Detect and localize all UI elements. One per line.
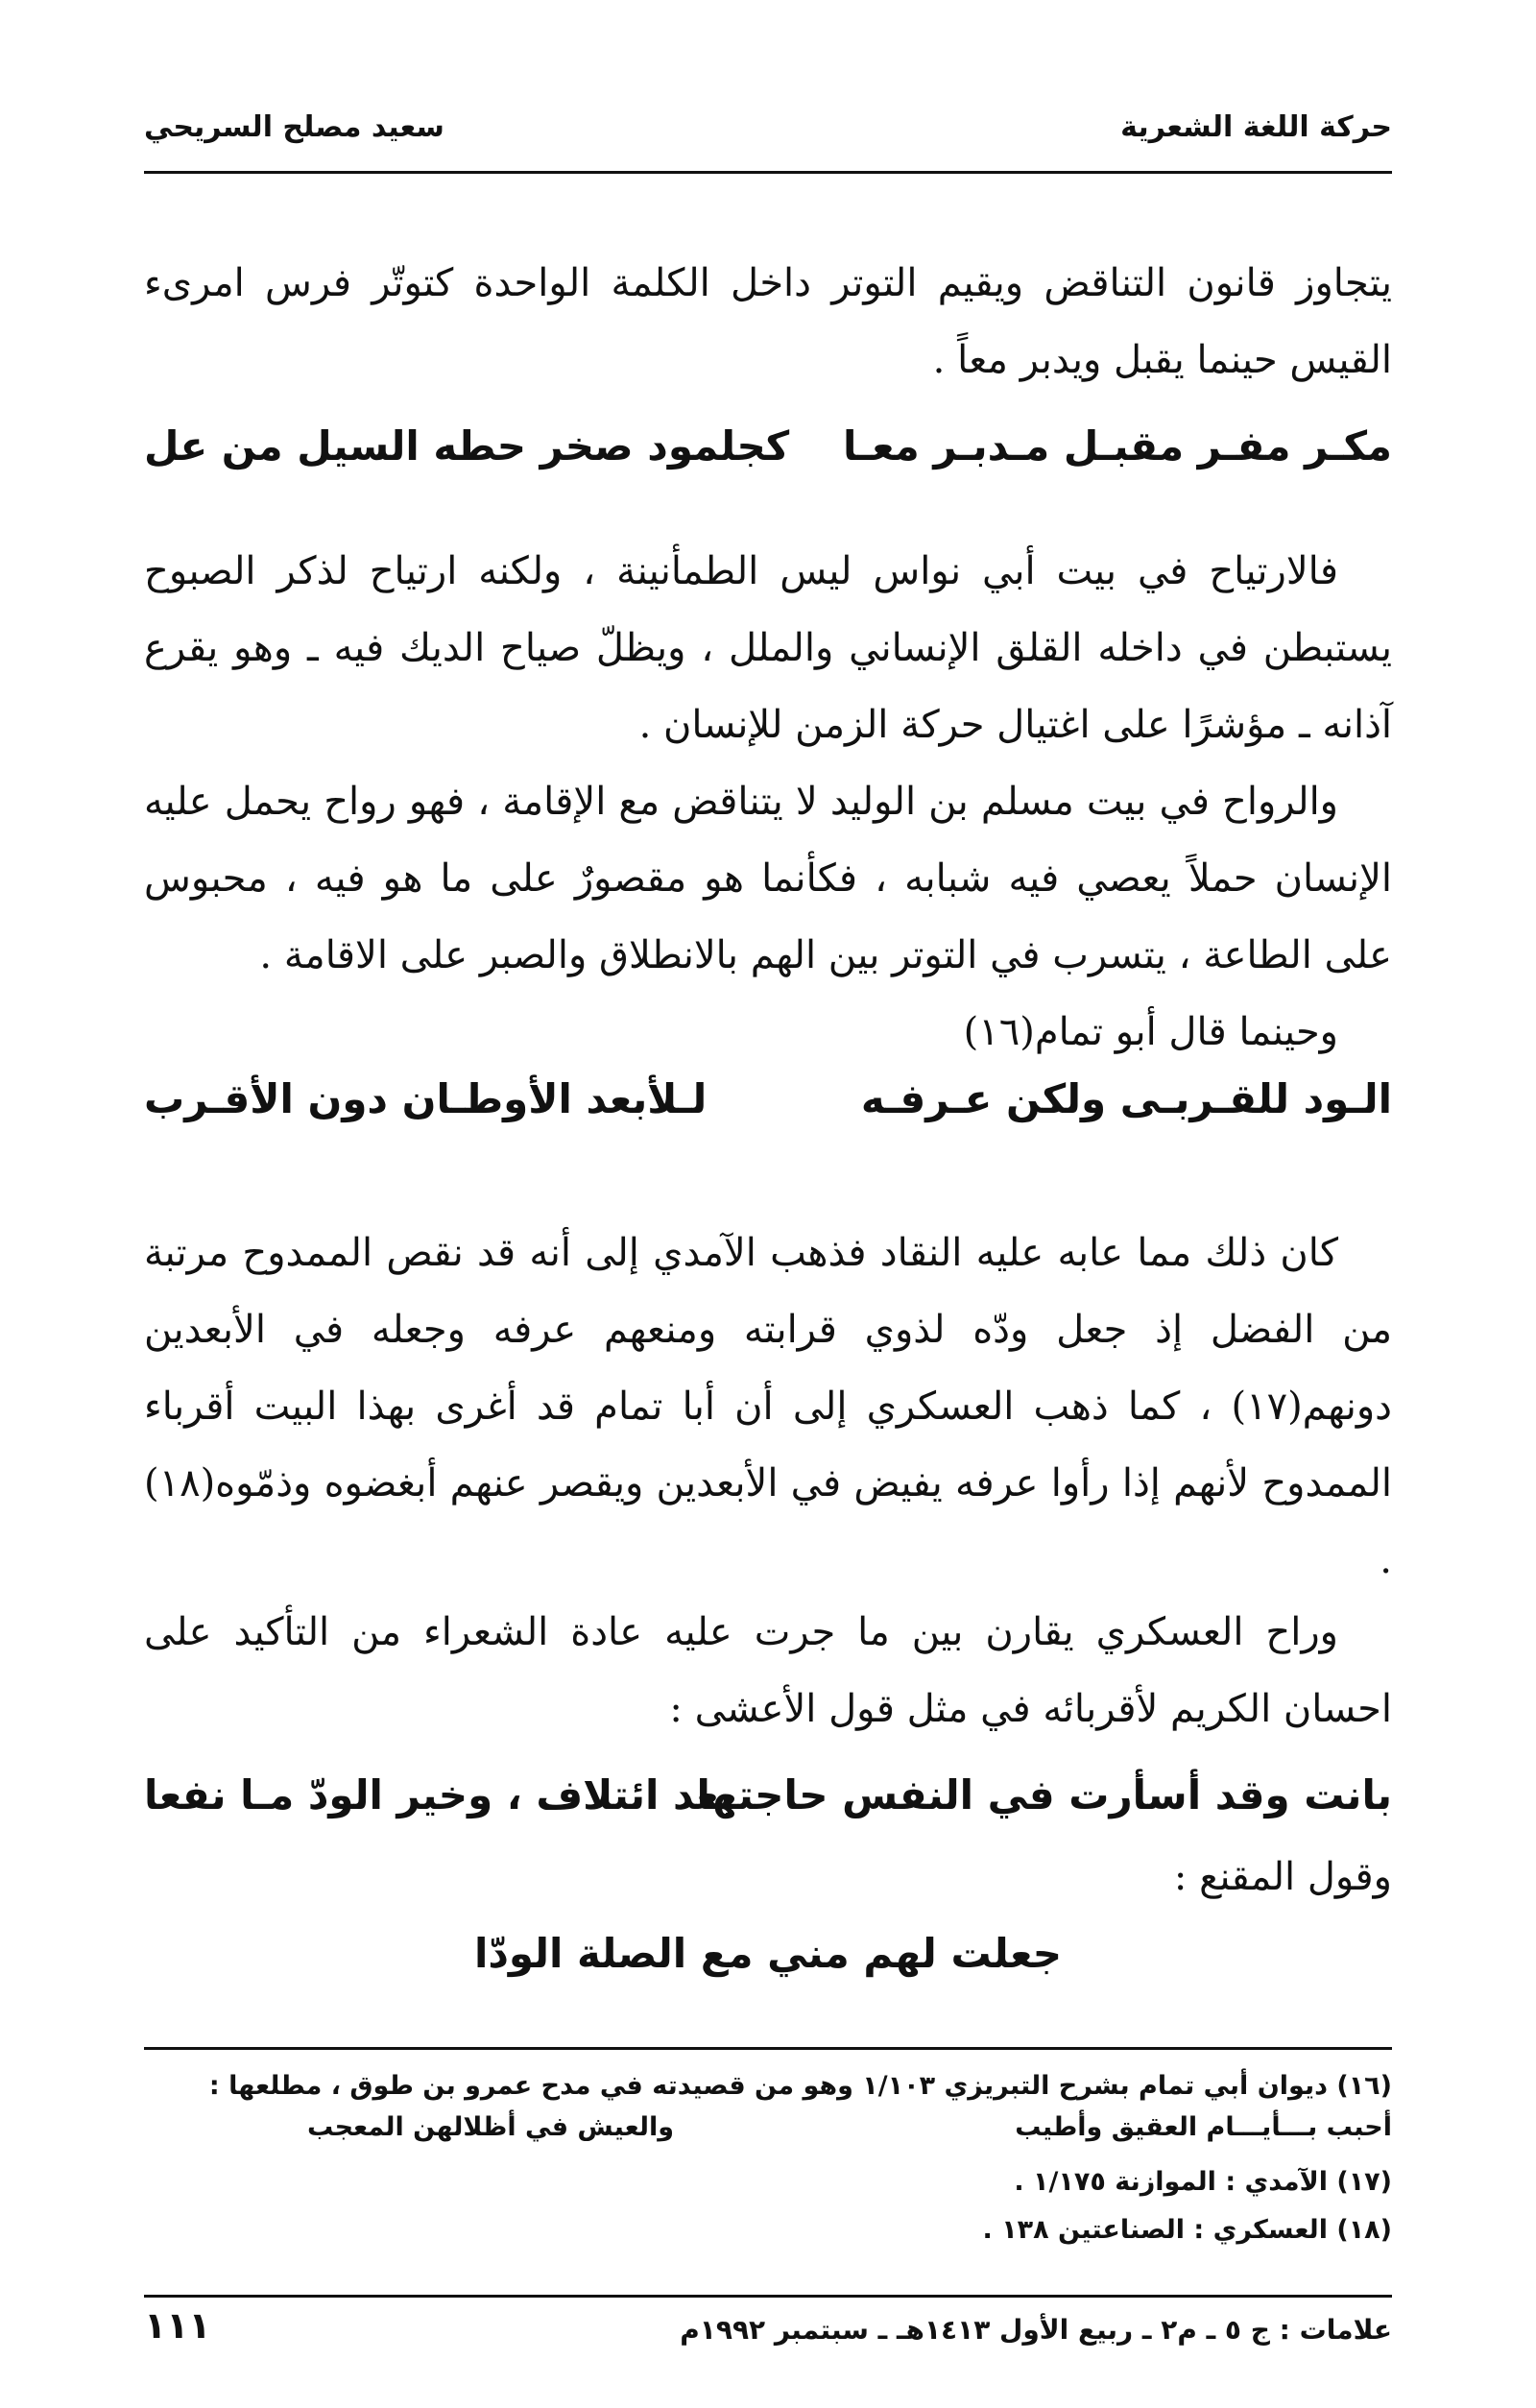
verse-4: جعلت لهم مني مع الصلة الودّا (473, 1930, 1063, 1977)
paragraph-5: كان ذلك مما عابه عليه النقاد فذهب الآمدي إلى أنه قد نقص الممدوح مرتبة من الفضل إذ جعل ودّه لذوي قرابته ومنعهم عرفه وجعله في الأبعدين دونهم(١٧) ، كما ذهب العسكري إلى أن أبا تمام قد أغرى بهذا البيت أقرباء الممدوح لأنهم إذا رأوا عرفه يفيض في الأبعدين ويقصر عنهم أبغضوه وذمّوه(١٨) . (144, 1231, 1393, 1582)
footnote-verse-second: والعيش في أظلالهن المعجب (307, 2112, 675, 2142)
verse-3-second-hemistich: بعد ائتلاف ، وخير الودّ مـا نفعا (144, 1771, 734, 1818)
verse-1 (144, 422, 1392, 490)
paragraph-1: يتجاوز قانون التناقض ويقيم التوتر داخل الكلمة الواحدة كتوتّر فرس امرىء القيس حينما يقبل ويدبر معاً . (144, 261, 1392, 382)
issue-info: علامات : ج ٥ ـ م٢ ـ ربيع الأول ١٤١٣هـ ـ سبتمبر ١٩٩٢م (680, 2314, 1392, 2346)
verse-2-second-hemistich: لـلأبعد الأوطـان دون الأقـرب (144, 1075, 708, 1122)
paragraph-3: والرواح في بيت مسلم بن الوليد لا يتناقض مع الإقامة ، فهو رواح يحمل عليه الإنسان حملاً يعصي فيه شبابه ، فكأنما هو مقصورٌ على ما هو فيه ، محبوس على الطاعة ، يتسرب في التوتر بين الهم بالانطلاق والصبر على الاقامة . (144, 780, 1392, 977)
verse-2 (144, 1075, 1392, 1143)
paragraph-7: وقول المقنع : (1173, 1855, 1392, 1899)
paragraph-6: وراح العسكري يقارن بين ما جرت عليه عادة الشعراء من التأكيد على احسان الكريم لأقربائه في مثل قول الأعشى : (144, 1610, 1392, 1731)
page-number: ١١١ (144, 2304, 211, 2347)
author-name: سعيد مصلح السريحي (144, 110, 444, 144)
header-rule (144, 171, 1392, 174)
verse-3 (144, 1771, 1392, 1839)
footnote-verse-first: أحبب بـــأيـــام العقيق وأطيب (1015, 2112, 1392, 2142)
page (144, 0, 1392, 2408)
paragraph-4: وحينما قال أبو تمام(١٦) (963, 1010, 1338, 1054)
verse-1-first-hemistich: مكـر مفـر مقبـل مـدبـر معـا (842, 422, 1392, 470)
verse-2-first-hemistich: الـود للقـربـى ولكن عـرفـه (860, 1075, 1392, 1122)
footnote-18: (١٨) العسكري : الصناعتين ١٣٨ . (982, 2215, 1392, 2245)
footnote-17: (١٧) الآمدي : الموازنة ١/١٧٥ . (1014, 2167, 1392, 2197)
footnote-16-verse (144, 2112, 1392, 2156)
footnote-rule (144, 2047, 1392, 2050)
paragraph-2: فالارتياح في بيت أبي نواس ليس الطمأنينة ، ولكنه ارتياح لذكر الصبوح يستبطن في داخله القلق الإنساني والملل ، ويظلّ صياح الديك فيه ـ وهو يقرع آذانه ـ مؤشرًا على اغتيال حركة الزمن للإنسان . (144, 549, 1392, 747)
verse-1-second-hemistich: كجلمود صخر حطه السيل من عل (144, 422, 790, 470)
verse-3-first-hemistich: بانت وقد أسأرت في النفس حاجتها (696, 1771, 1392, 1818)
running-head (144, 110, 1392, 168)
footer-rule (144, 2295, 1392, 2298)
footnote-16: (١٦) ديوان أبي تمام بشرح التبريزي ١/١٠٣ وهو من قصيدته في مدح عمرو بن طوق ، مطلعها : (208, 2071, 1392, 2101)
journal-title: حركة اللغة الشعرية (1120, 110, 1392, 144)
